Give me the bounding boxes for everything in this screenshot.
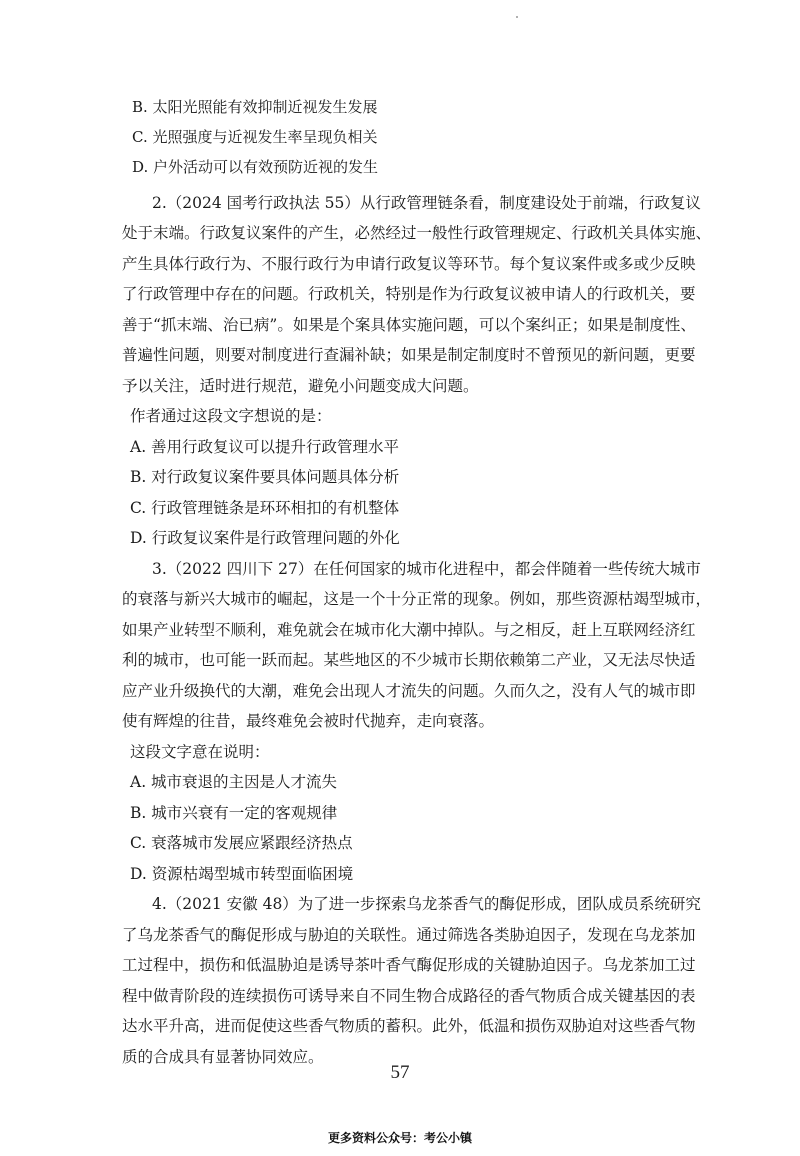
q1-option-c: C. 光照强度与近视发生率呈现负相关	[132, 127, 378, 146]
q4-stem-line: 4.（2021 安徽 48）为了进一步探索乌龙茶香气的酶促形成，团队成员系统研究	[152, 895, 701, 914]
q4-stem-line: 了乌龙茶香气的酶促形成与胁迫的关联性。通过筛选各类胁迫因子，发现在乌龙茶加	[122, 925, 696, 944]
q4-stem-line: 程中做青阶段的连续损伤可诱导来自不同生物合成路径的香气物质合成关键基因的表	[122, 986, 696, 1005]
q3-stem-line: 应产业升级换代的大潮，难免会出现人才流失的问题。久而久之，没有人气的城市即	[122, 681, 696, 700]
q3-stem-line: 3.（2022 四川下 27）在任何国家的城市化进程中，都会伴随着一些传统大城市	[152, 559, 701, 578]
q2-stem-line: 善于“抓末端、治已病”。如果是个案具体实施问题，可以个案纠正；如果是制度性、	[122, 315, 696, 334]
q1-option-b: B. 太阳光照能有效抑制近视发生发展	[132, 98, 378, 116]
q3-option-d: D. 资源枯竭型城市转型面临困境	[130, 864, 354, 883]
q2-stem-line: 了行政管理中存在的问题。行政机关，特别是作为行政复议被申请人的行政机关，要	[122, 285, 696, 304]
page-content	[122, 98, 712, 1072]
question-4	[122, 889, 701, 1072]
q2-stem-line: 2.（2024 国考行政执法 55）从行政管理链条看，制度建设处于前端，行政复议	[152, 193, 701, 212]
q4-stem	[122, 889, 701, 1072]
q4-stem-line: 质的合成具有显著协同效应。	[122, 1047, 324, 1066]
q2-stem-line: 产生具体行政行为、不服行政行为申请行政复议等环节。每个复议案件或多或少反映	[122, 254, 696, 273]
q2-stem-line: 普遍性问题，则要对制度进行查漏补缺；如果是制定制度时不曾预见的新问题，更要	[122, 346, 696, 365]
q3-option-c: C. 衰落城市发展应紧跟经济热点	[130, 834, 353, 853]
question-2	[122, 188, 712, 554]
q3-option-a: A. 城市衰退的主因是人才流失	[130, 773, 338, 792]
q2-option-d: D. 行政复议案件是行政管理问题的外化	[130, 529, 400, 548]
q1-option-d: D. 户外活动可以有效预防近视的发生	[132, 157, 379, 176]
q3-stem-line: 使有辉煌的往昔，最终难免会被时代抛弃，走向衰落。	[122, 712, 495, 731]
q4-stem-line: 达水平升高，进而促使这些香气物质的蓄积。此外，低温和损伤双胁迫对这些香气物	[122, 1017, 696, 1036]
q2-prompt: 作者通过这段文字想说的是：	[130, 407, 332, 426]
page-number: 57	[390, 1062, 410, 1083]
q3-stem-line: 利的城市，也可能一跃而起。某些地区的不少城市长期依赖第二产业，又无法尽快适	[122, 651, 696, 670]
question-3	[122, 554, 712, 890]
q2-stem	[122, 188, 712, 402]
q3-stem-line: 的衰落与新兴大城市的崛起，这是一个十分正常的现象。例如，那些资源枯竭型城市，	[122, 590, 712, 609]
q1-options	[130, 98, 692, 176]
q2-option-a: A. 善用行政复议可以提升行政管理水平	[130, 437, 400, 456]
q2-option-c: C. 行政管理链条是环环相扣的有机整体	[130, 498, 400, 517]
q3-option-b: B. 城市兴衰有一定的客观规律	[130, 803, 338, 822]
q3-prompt: 这段文字意在说明：	[130, 742, 270, 761]
q4-stem-line: 工过程中，损伤和低温胁迫是诱导茶叶香气酶促形成的关键胁迫因子。乌龙茶加工过	[122, 956, 696, 975]
scan-speck	[516, 16, 518, 18]
q3-stem	[122, 554, 712, 737]
footer-note: 更多资料公众号：考公小镇	[327, 1131, 472, 1145]
q2-stem-line: 处于末端。行政复议案件的产生，必然经过一般性行政管理规定、行政机关具体实施、	[122, 224, 712, 243]
q2-option-b: B. 对行政复议案件要具体问题具体分析	[130, 468, 400, 487]
q3-stem-line: 如果产业转型不顺利，难免就会在城市化大潮中掉队。与之相反，赶上互联网经济红	[122, 620, 696, 639]
q2-stem-line: 予以关注，适时进行规范，避免小问题变成大问题。	[122, 376, 479, 395]
